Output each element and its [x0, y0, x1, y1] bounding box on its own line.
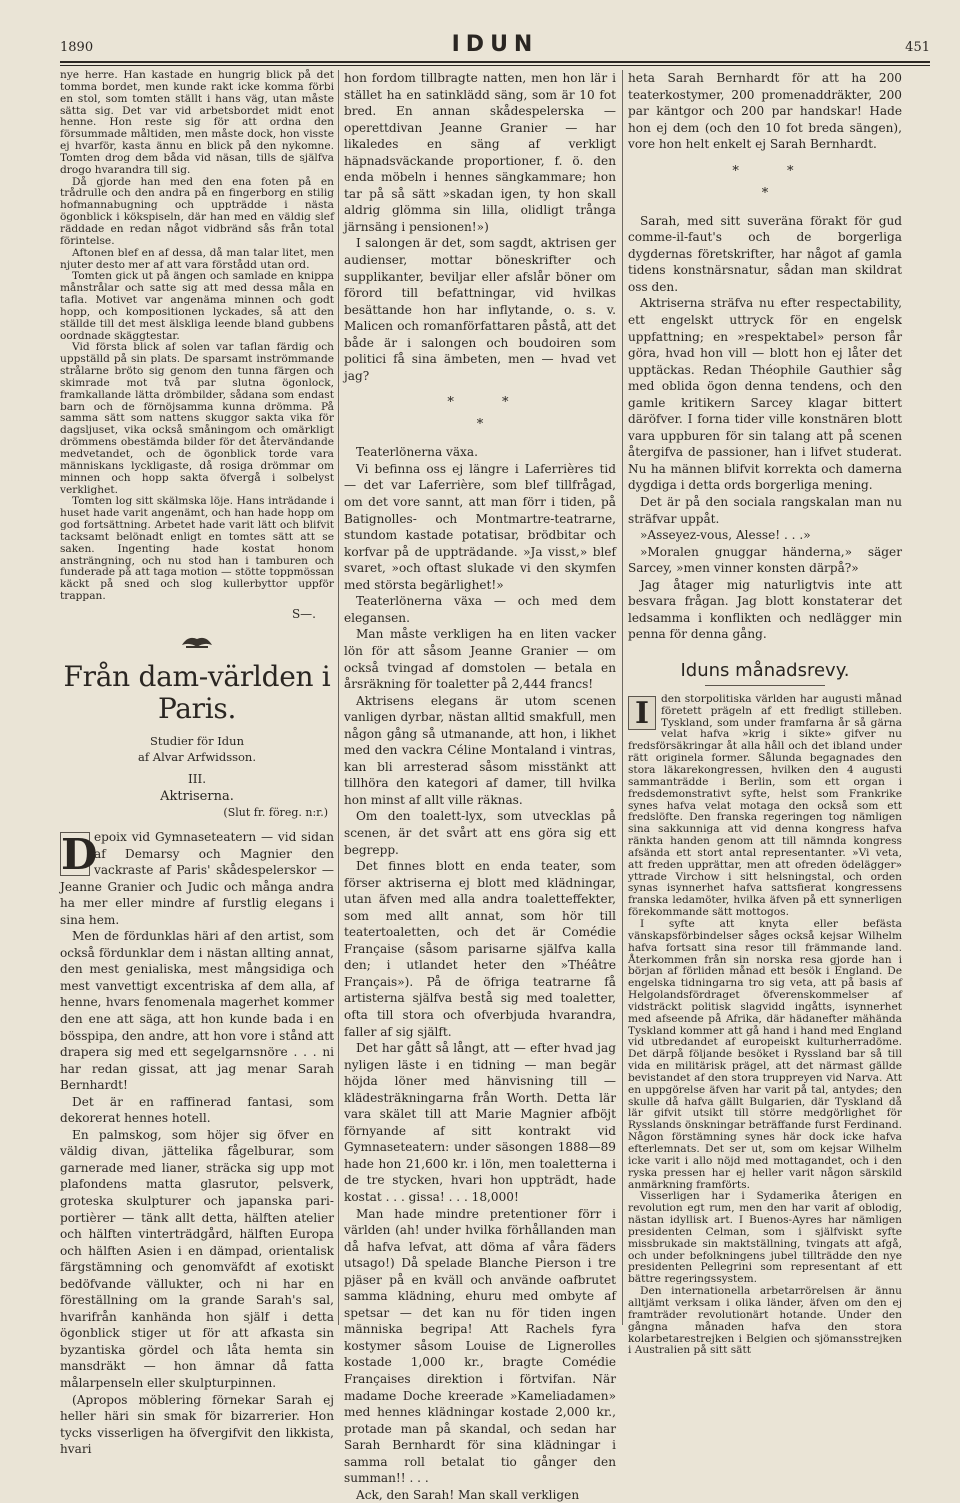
article-title: Från dam-världen i Paris. — [63, 659, 331, 725]
paragraph: Visserligen har i Sydamerika återigen en revolution egt rum, men den har varit af oblodig, nästan idyllisk art. I Buenos-Ayres har nämligen presidenten Celman, som i själfviskt syfte missbrukade sin maktställning, tvingats att afgå, och under befolkningens jubel tillträdde den nye presidenten Pellegrini som representant af ett bättre regeringssystem. — [628, 1190, 902, 1286]
paragraph: hon fordom tillbragte natten, men hon lär i stället ha en satinklädd säng, som är 10 fot bred. En annan skådespelerska — operettdivan Jeanne Granier — har likaledes en säng af verkligt häpnadsväckande proportioner, f. ö. den enda möbeln i hennes sängkammare; hon tar på så sätt »skadan igen, ty hon skall aldrig glömma sin lilla, olidligt trånga järnsäng i pensionen!») — [344, 71, 616, 234]
paragraph: Aftonen blef en af dessa, då man talar litet, men njuter desto mer af att vara förstådd utan ord. — [60, 246, 334, 271]
section-title-rule — [705, 685, 825, 686]
paragraph: Man hade mindre pretentioner förr i världen (ah! under hvilka förhållanden man då hafva lefvat, att döma af våra fäders utsago!) Då spelade Blanche Pierson i tre pjäser på en kväll och använde oafbrutet samma klädning, ehuru med ombyte af spetsar — det kan nu för tiden ingen människa begripa! Att Rachels fyra kostymer såsom Louise de Lignerolles kostade 1,000 kr., bragte Comédie Françaises direktion i förtvifan. När madame Doche kreerade »Kameliadamen» med hennes klädningar kostade 2,000 kr., protade man på skandal, och sedan har Sarah Bernhardt för sina klädningar i samma roll betalat tio gånger den summan!! . . . — [344, 1206, 616, 1486]
paragraph: Tomten gick ut på ängen och samlade en knippa månstrålar och satte sig att med dessa måla en tafla. Motivet var angenäma minnen och godt hopp, och kompositionen lyckades, så att den ställde till det mest älskliga leende bland gubbens oordnade skäggtestar. — [60, 270, 334, 342]
page-number-left: 1890 — [60, 40, 94, 55]
section-title: Iduns månadsrevy. — [680, 659, 850, 681]
paragraph: Vid första blick af solen var taflan färdig och uppställd på sin plats. De sparsamt inströmmande strålarne bröto sig genom den tunna färgen och skimrade mot två par slutna ögonlock, framkallande lätta drömbilder, sådana som endast barn och de förnöjsamma kunna drömma. På samma sätt som nattens skuggor sakta vika för dagsljuset, vika också småningom och omärkligt drömmens obestämda bilder för det återvändande medvetandet, och de ögonblick torde vara människans lyckligaste, då rosiga drömmar om minnen och hopp sakta öfvergå i solbelyst verklighet. — [60, 341, 334, 496]
paragraph: nye herre. Han kastade en hungrig blick på det tomma bordet, men kunde rakt icke komma förbi en stol, som tomten ställt i hans väg, utan måste sätta sig. Det var vid arbetsbordet midt enot henne. Hon reste sig för att ordna den försummade måltiden, men måste dock, hon visste ej hvarför, kasta ännu en blick på den nykomne. Tomten drog dem båda vid näsan, tills de själfva drogo hvarandra till sig. — [60, 69, 334, 176]
masthead-rule-thin — [60, 65, 930, 66]
paragraph: Jag åtager mig naturligtvis inte att besvara frågan. Jag blott konstaterar det ledsamma i konflikten och nedlägger min penna för denna gång. — [628, 577, 902, 642]
column-1 — [60, 69, 334, 1457]
chapter-number: III. — [187, 771, 207, 786]
paragraph: Den internationella arbetarrörelsen är ännu alltjämt verksam i olika länder, äfven om den ej framträder revolutionärt hotande. Under den gångna månaden hafva den stora kolarbetarestrejken i Belgien och sjömansstrejken i Australien på sitt sätt — [628, 1285, 902, 1357]
paragraph-text: epoix vid Gymnaseteatern — vid sidan af Demarsy och Magnier den vackraste af Paris' skådespelerskor — Jeanne Granier och Judic och många andra ha mer eller mindre af furstlig elegans i sina hem. — [60, 829, 334, 927]
paragraph: heta Sarah Bernhardt för att ha 200 teaterkostymer, 200 promenaddräkter, 200 par käntgor och 200 par handskar! Hade hon ej dem (och den 10 fot breda sängen), vore hon helt enkelt ej Sarah Bernhardt. — [628, 71, 902, 152]
masthead-rule — [60, 61, 930, 63]
masthead — [60, 34, 930, 64]
paragraph: Aktriserna sträfva nu efter respectability, ett engelskt uttryck för en engelsk uppfattning; en »respektabel» person får göra, hvad hon vill — blott hon ej låter det upptäckas. Redan Théophile Gauthier såg med oblida ögon denna tendens, och den gamle kritikern Sarcey klagar bittert däröfver. I forna tider ville konstnären blott vara uppburen för sin talang att på scenen återgifva de passioner, han i lifvet studerat. Nu ha männen blifvit korrekta och damerna dygdiga i detta ords borgerliga mening. — [628, 296, 902, 493]
paragraph: Aktrisens elegans är utom scenen vanligen dyrbar, nästan alltid smakfull, men någon gång så utmanande, att hon, i likhet med den vackra Céline Montaland i vintras, kan bli arresterad såsom misstänkt att tillhöra den kategori af damer, till hvilka hon minst af allt ville räknas. — [344, 693, 616, 807]
paragraph: I salongen är det, som sagdt, aktrisen ger audienser, mottar böneskrifter och supplikanter, beviljar eller afslår böner om förord till befattningar, vid hvilkas besättande hon har inflytande, o. s. v. Malicen och romanförfattaren påstå, att det både är i salongen och boudoiren som politici få sina ämbeten, men — hvad vet jag? — [344, 236, 616, 383]
paragraph: Det har gått så långt, att — efter hvad jag nyligen läste i en tidning — man begär höjda löner med hänvisning till — klädesträkningarna från Worth. Detta lär vara skälet till att Marie Magnier afböjt förnyande af sitt kontrakt vid Gymnaseteatern: under säsongen 1888—89 hade hon 21,600 kr. i lön, men toaletterna i de tre stycken, hvari hon uppträdt, hade kostat . . . gissa! . . . 18,000! — [344, 1041, 616, 1204]
paragraph: (Apropos möblering förnekar Sarah ej heller häri sin smak för bizarrerier. Hon tycks visserligen ha öfvergifvit den likkista, hvari — [60, 1392, 334, 1457]
paragraph-dropcap — [60, 829, 334, 928]
paragraph: Tomten log sitt skälmska löje. Hans inträdande i huset hade varit angenämt, och han hade hopp om god fortsättning. Arbetet hade varit lätt och blifvit tacksamt belönadt enligt en tomtes sätt att se saken. Ingenting hade kostat honom ansträngning, och nu stod han i tamburen och funderade på att taga motion — stötte toppmössan käckt på sned och slog kullerbyttor uppför trappan. — [60, 495, 334, 603]
paragraph-text: den storpolitiska världen har augusti månad företett prägeln af ett fredligt stilleben. Tyskland, som under framfarna år så gärna velat hafva »krig i sikte» gifver nu fredsförsäkringar åt alla håll och det ibland under rätt originela former. Sålunda begagnades den stora läkarekongressen, hvilken den 4 augusti sammanträdde i Berlin, som ett organ i fredsdemonstrativt syfte, helst som Frankrike synes hafva velat motaga den också som ett fredslöfte. Den franska regeringen tog nämligen sina sakkunniga att vid denna kongress hafva ränkta handen genom att till nämnda kongress afsända ett stort antal representanter. »Vi veta, att freden upprättar, men att ofreden ödelägger» yttrade Virchow i sitt helsningstal, och orden synas isynnerhet hafva sattsfierat kongressens franska ledamöter, hvilka äfven på ett synnerligen förekommande sätt mottogos. — [628, 692, 902, 919]
paragraph: Det är en raffinerad fantasi, som dekorerat hennes hotell. — [60, 1094, 334, 1126]
paragraph: Teaterlönerna växa — och med dem elegansen. — [344, 594, 616, 625]
article-byline — [60, 749, 334, 765]
paragraph: Man måste verkligen ha en liten vacker lön för att såsom Jeanne Granier — om också tvingad af domstolen — betala en årsräkning för toaletter på 2,444 francs! — [344, 627, 616, 692]
paragraph: Det är på den sociala rangskalan man nu sträfvar uppåt. — [628, 495, 902, 526]
paragraph: Ack, den Sarah! Man skall verkligen — [356, 1487, 580, 1502]
journal-title: IDUN — [451, 32, 539, 57]
column-rule-1 — [338, 70, 339, 1325]
column-2 — [344, 70, 616, 1502]
continuation-note: (Slut fr. föreg. n:r.) — [223, 805, 328, 819]
paragraph: Vi befinna oss ej längre i Laferrières tid — det var Laferrière, som blef tillfrågad, om det vore sannt, att man förr i tiden, på Batignolles- och Montmartre-teatrarne, stundom kastade potatisar, brödbitar och korfvar på de uppträdande. »Ja visst,» blef svaret, »och oftast slukade vi den skymfen med största begärlighet!» — [344, 461, 616, 592]
ornament-icon — [60, 633, 334, 651]
signature: S—. — [291, 606, 316, 621]
column-3 — [628, 70, 902, 1357]
article-byline-studier: Studier för Idun — [150, 733, 244, 748]
paragraph: I syfte att knyta eller befästa vänskapsförbindelser såges också kejsar Wilhelm hafva fortsatt sina resor till främmande land. Återkommen från sin norska resa gjorde han i början af förliden månad ett besök i England. De engelska tidningarna tro sig veta, att på basis af Helgolandsfördraget öfverenskommelser af vidsträckt politisk slagvidd ingåtts, isynnerhet med afseende på Afrika, där hädanefter mähända Tyskland kommer att gå hand i hand med England vid utbredandet af europeiskt kulturherradöme. Det därpå följande besöket i Ryssland bar så till vida en militärisk prägel, att det närmast gällde bevistandet af den stora truppreyen vid Narva. Att en uppgörelse äfven har varit på tal, antydes; den skulle då hafva gällt Bulgarien, där Tyskland då lär gifvit utsikt till större medgörlighet för Rysslands önskningar beträffande furst Ferdinand. Någon förstämning synes här dock icke hafva efterlemnats. Det ser ut, som om kejsar Wilhelm icke varit i allo nöjd med mottagandet, och i den ryska pressen har ej heller varit någon särskild anmärkning framförts. — [628, 917, 902, 1191]
paragraph: Men de fördunklas häri af den artist, som också fördunklar dem i nästan allting annat, den mest genialiska, mest mångsidiga och mest vanvettigt excentriska af dem alla, af henne, hvars fenomenala magerhet kommer den ene att säga, att hon kunde bada i en bösspipa, den andre, att hon vore i stånd att drapera sig med ett segelgarnsnöre . . . ni har redan gissat, att jag menar Sarah Bernhardt! — [60, 929, 334, 1093]
section-stars: * — [761, 185, 769, 201]
paragraph-dropcap — [628, 694, 902, 919]
article-subtitle: Aktriserna. — [160, 788, 234, 804]
page-number-right: 451 — [905, 40, 930, 55]
byline-prefix: af — [137, 749, 150, 764]
paragraph: En palmskog, som höjer sig öfver en väldig divan, jättelika fågelburar, som garnerade med lianer, sträcka sig upp mot plafondens matta glasrutor, pelsverk, groteska skulpturer och japanska pari-portièrer — tänk allt detta, hälften atelier och hälften vinterträdgård, hälften Europa och hälften Asien i en dämpad, orientalisk färgstämning och genomväfdt af exotiskt bedöfvande vällukter, och ni har en föreställning om la grande Sarah's sal, hvarifrån kanhända hon själf i detta ögonblick stiger ut för att afkasta sin byzantiska gördel och låta hemta sin mansdräkt — hon ämnar då fatta målarpenseln eller skulpturpinnen. — [60, 1127, 334, 1391]
dropcap-letter: I — [628, 696, 656, 730]
paragraph: Om den toalett-lyx, som utvecklas på scenen, är det svårt att ens göra sig ett begrepp. — [344, 809, 616, 857]
section-stars: * * — [732, 163, 816, 179]
paragraph: »Asseyez-vous, Alesse! . . .» — [640, 528, 811, 543]
author-name: Alvar Arfwidsson. — [152, 749, 256, 764]
section-stars: * * — [447, 395, 531, 411]
paragraph: »Moralen gnuggar händerna,» säger Sarcey, »men vinner konsten därpå?» — [628, 544, 902, 576]
paragraph: Då gjorde han med den ena foten på en trådrulle och den andra på en fingerborg en stilig hofmannabugning och uppträdde i nästa ögonblick i kökspiseln, där han med en väldig slef räddade en redan något vidbränd sås från total förintelse. — [60, 175, 334, 247]
dropcap-letter: D — [61, 829, 98, 879]
column-rule-2 — [622, 70, 623, 1325]
section-stars: * — [476, 417, 484, 433]
paragraph: Det finnes blott en enda teater, som förser aktriserna ej blott med klädningar, utan äfven med alla andra toaletteffekter, som med allt annat, som hör till teatertoaletten, och det är Comédie Française (såsom parisarne själfva kalla den; i utlandet heter den »Théâtre Français»). På de öfriga teatrarne få artisterna själfva bestå sig med toaletter, ofta till stora och ofverbjuda hvarandra, faller af sig själft. — [344, 859, 616, 1039]
paragraph: Sarah, med sitt suveräna förakt för gud comme-il-faut's och de borgerliga dygdernas företskrifter, har något af gamla tidens konstnärsnatur, sådan man skildrat oss den. — [628, 213, 902, 294]
subsection-heading: Teaterlönerna växa. — [356, 445, 478, 460]
